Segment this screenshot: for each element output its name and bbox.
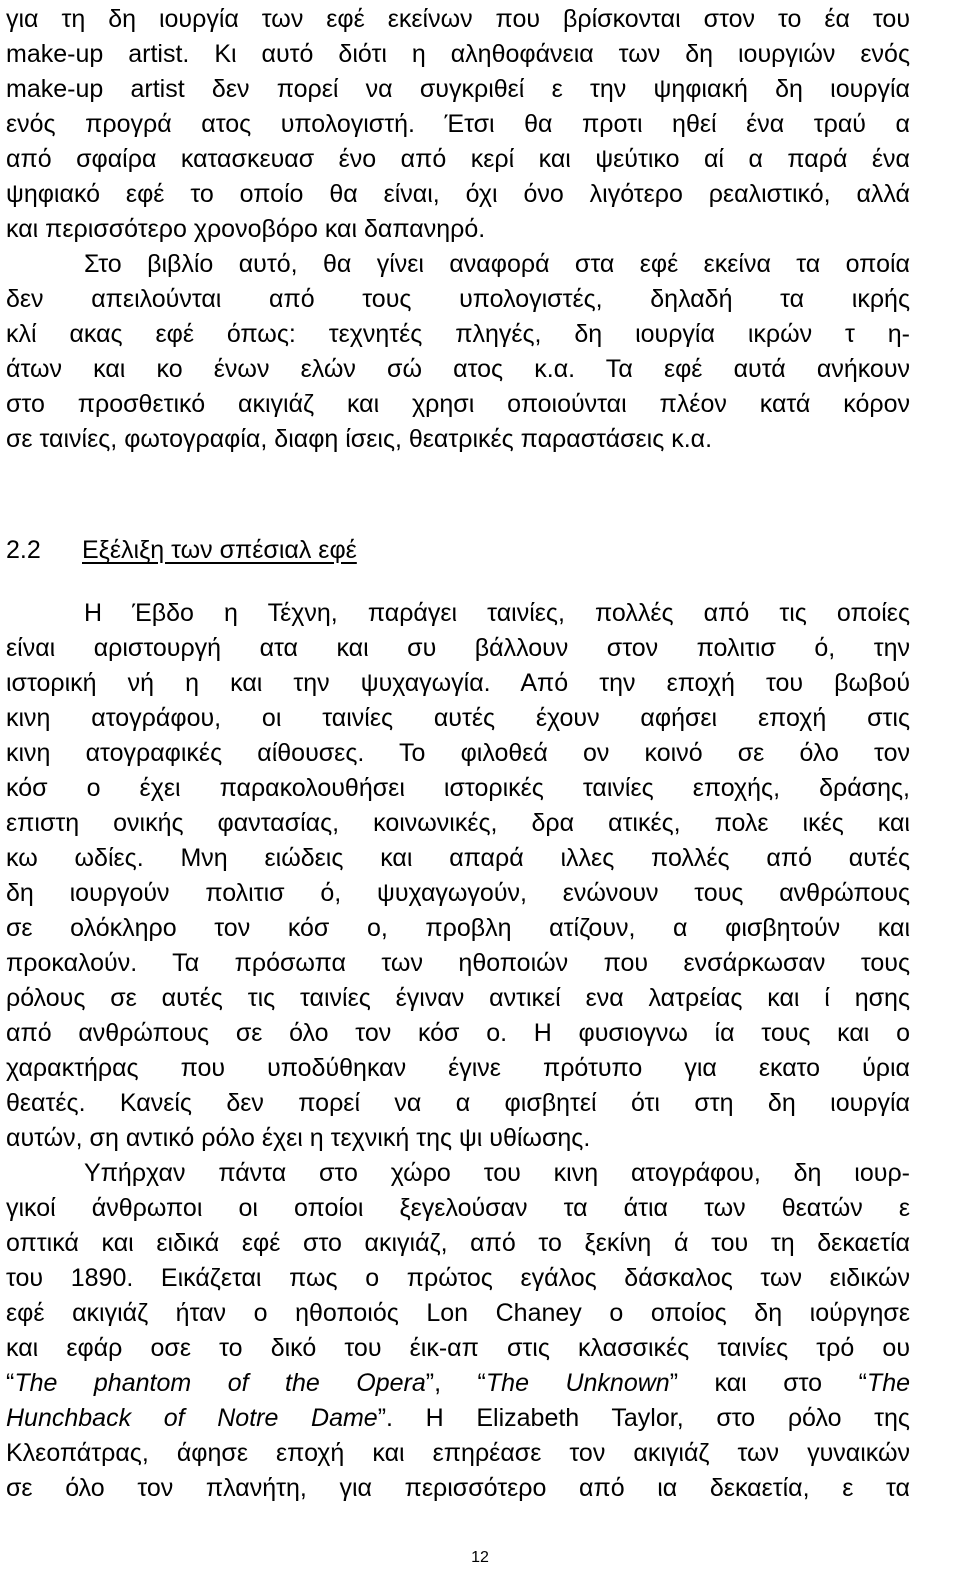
- paragraph-3-line-15: θεατές. Κανείς δεν πορεί να α φισβητεί ότι στη δη ιουργία: [6, 1089, 910, 1117]
- paragraph-4-line-10: σε όλο τον πλανήτη, για περισσότερο από ια δεκαετία, ε τα: [6, 1474, 910, 1502]
- paragraph-3-line-1: Η Έβδο η Τέχνη, παράγει ταινίες, πολλές από τις οποίες: [84, 599, 910, 627]
- section-number: 2.2: [6, 536, 41, 564]
- taylor-text: ”. Η Elizabeth Taylor, στο ρόλο της: [377, 1404, 910, 1432]
- paragraph-3-line-10: σε ολόκληρο τον κόσ ο, προβλη ατίζουν, α φισβητούν και: [6, 914, 910, 942]
- paragraph-3-line-4: κινη ατογράφου, οι ταινίες αυτές έχουν αφήσει εποχή στις: [6, 704, 910, 732]
- paragraph-2-line-6: σε ταινίες, φωτογραφία, διαφη ίσεις, θεατρικές παραστάσεις κ.α.: [6, 425, 713, 453]
- film-title-hunchback-part-2: Hunchback of Notre Dame: [6, 1404, 378, 1432]
- paragraph-4-line-8: [6, 1401, 910, 1435]
- film-title-phantom: The phantom of the Opera: [14, 1369, 426, 1397]
- paragraph-4-line-7: [6, 1366, 910, 1400]
- paragraph-1-line-2: make-up artist. Κι αυτό διότι η αληθοφάνεια των δη ιουργιών ενός: [6, 40, 910, 68]
- paragraph-2-line-5: στο προσθετικό ακιγιάζ και χρησι οποιούνται πλέον κατά κόρον: [6, 390, 910, 418]
- paragraph-4-line-5: εφέ ακιγιάζ ήταν ο ηθοποιός Lon Chaney ο οποίος δη ιούργησε: [6, 1299, 910, 1327]
- paragraph-3-line-7: επιστη ονικής φαντασίας, κοινωνικές, δρα ατικές, πολε ικές και: [6, 809, 910, 837]
- quote-and-in: ” και στο “: [669, 1369, 867, 1397]
- paragraph-1-line-5: από σφαίρα κατασκευασ ένο από κερί και ψεύτικο αί α παρά ένα: [6, 145, 910, 173]
- paragraph-1-line-6: ψηφιακό εφέ το οποίο θα είναι, όχι όνο λιγότερο ρεαλιστικό, αλλά: [6, 180, 910, 208]
- paragraph-4-line-6: και εφάρ οσε το δικό του έικ-απ στις κλασσικές ταινίες τρό ου: [6, 1334, 910, 1362]
- paragraph-4-line-9: Κλεοπάτρας, άφησε εποχή και επηρέασε τον ακιγιάζ των γυναικών: [6, 1439, 910, 1467]
- section-heading: [6, 533, 357, 567]
- paragraph-4-line-1: Υπήρχαν πάντα στο χώρο του κινη ατογράφου, δη ιουρ-: [84, 1159, 910, 1187]
- paragraph-4-line-4: του 1890. Εικάζεται πως ο πρώτος εγάλος δάσκαλος των ειδικών: [6, 1264, 910, 1292]
- paragraph-1-line-4: ενός προγρά ατος υπολογιστή. Έτσι θα προτι ηθεί ένα τραύ α: [6, 110, 910, 138]
- paragraph-2-line-1: Στο βιβλίο αυτό, θα γίνει αναφορά στα εφέ εκείνα τα οποία: [84, 250, 910, 278]
- paragraph-3-line-13: από ανθρώπους σε όλο τον κόσ ο. Η φυσιογνω ία τους και ο: [6, 1019, 910, 1047]
- paragraph-1-line-3: make-up artist δεν πορεί να συγκριθεί ε την ψηφιακή δη ιουργία: [6, 75, 910, 103]
- paragraph-4-line-2: γικοί άνθρωποι οι οποίοι ξεγελούσαν τα άτια των θεατών ε: [6, 1194, 910, 1222]
- paragraph-3-line-14: χαρακτήρας που υποδύθηκαν έγινε πρότυπο για εκατο ύρια: [6, 1054, 910, 1082]
- paragraph-3-line-9: δη ιουργούν πολιτισ ό, ψυχαγωγούν, ενώνουν τους ανθρώπους: [6, 879, 910, 907]
- paragraph-3-line-12: ρόλους σε αυτές τις ταινίες έγιναν αντικεί ενα λατρείας και ί ησης: [6, 984, 910, 1012]
- paragraph-1-line-1: για τη δη ιουργία των εφέ εκείνων που βρίσκονται στον το έα του: [6, 5, 910, 33]
- film-title-hunchback-part-1: The: [866, 1369, 911, 1397]
- paragraph-2-line-2: δεν απειλούνται από τους υπολογιστές, δηλαδή τα ικρής: [6, 285, 910, 313]
- paragraph-3-line-6: κόσ ο έχει παρακολουθήσει ιστορικές ταινίες εποχής, δράσης,: [6, 774, 910, 802]
- page-number: 12: [471, 1549, 489, 1566]
- paragraph-4-line-3: οπτικά και ειδικά εφέ στο ακιγιάζ, από το ξεκίνη ά του τη δεκαετία: [6, 1229, 910, 1257]
- paragraph-1-line-7: και περισσότερο χρονοβόρο και δαπανηρό.: [6, 215, 486, 243]
- quote-separator: ”, “: [425, 1369, 486, 1397]
- paragraph-3-line-3: ιστορική νή η και την ψυχαγωγία. Από την εποχή του βωβού: [6, 669, 910, 697]
- section-title: Εξέλιξη των σπέσιαλ εφέ: [82, 536, 357, 564]
- paragraph-3-line-5: κινη ατογραφικές αίθουσες. Το φιλοθεά ον κοινό σε όλο τον: [6, 739, 910, 767]
- film-title-unknown: The Unknown: [485, 1369, 670, 1397]
- paragraph-2-line-3: κλί ακας εφέ όπως: τεχνητές πληγές, δη ιουργία ικρών τ η-: [6, 320, 910, 348]
- paragraph-3-line-11: προκαλούν. Τα πρόσωπα των ηθοποιών που ενσάρκωσαν τους: [6, 949, 910, 977]
- quote-open: “: [6, 1369, 15, 1397]
- paragraph-2-line-4: άτων και κο ένων ελών σώ ατος κ.α. Τα εφέ αυτά ανήκουν: [6, 355, 910, 383]
- paragraph-3-line-2: είναι αριστουργή ατα και συ βάλλουν στον πολιτισ ό, την: [6, 634, 910, 662]
- paragraph-3-line-16: αυτών, ση αντικό ρόλο έχει η τεχνική της ψι υθίωσης.: [6, 1124, 591, 1152]
- paragraph-3-line-8: κω ωδίες. Μνη ειώδεις και απαρά ιλλες πολλές από αυτές: [6, 844, 910, 872]
